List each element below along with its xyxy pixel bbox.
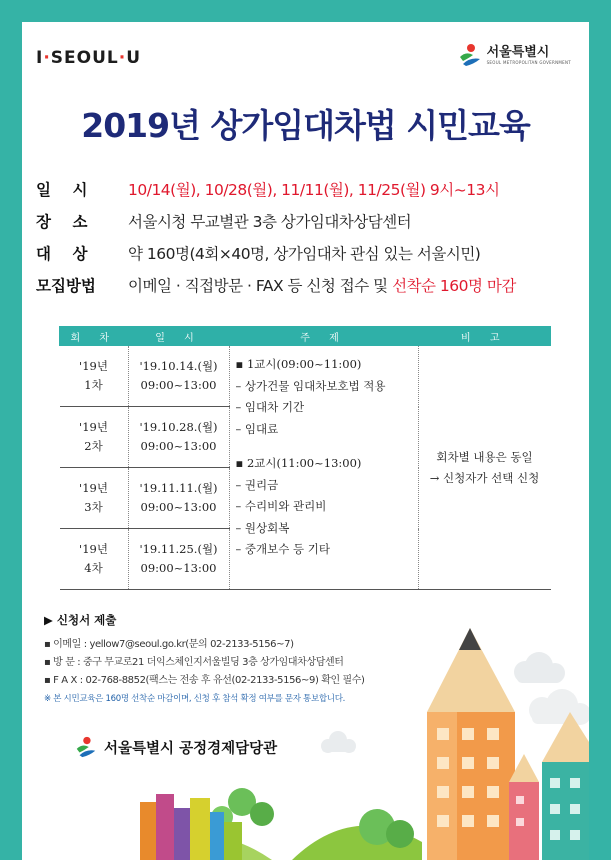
round-time: 09:00~13:00 xyxy=(140,439,217,453)
topic-cell xyxy=(229,346,418,590)
round-year: '19년 xyxy=(79,542,108,556)
target-label: 대 상 xyxy=(36,245,88,263)
application-email: ▪ 이메일 : yellow7@seoul.go.kr(문의 02-2133-5156~7) xyxy=(44,639,294,650)
hill-shape xyxy=(142,836,272,860)
place-value: 서울시청 무교별관 3층 상가임대차상담센터 xyxy=(128,213,412,231)
header-topic: 주 제 xyxy=(229,327,418,346)
round-year: '19년 xyxy=(79,420,108,434)
round-cell xyxy=(60,529,129,590)
recruit-method-text: 이메일 · 직접방문 · FAX 등 신청 접수 및 xyxy=(128,277,393,295)
seoul-logo-subtext: SEOUL METROPOLITAN GOVERNMENT xyxy=(486,59,571,65)
note-line: → 신청자가 선택 신청 xyxy=(429,470,540,485)
date-cell xyxy=(128,529,229,590)
page-title: 2019년 상가임대차법 시민교육 xyxy=(81,106,530,145)
session2-title: ▪ 2교시(11:00~13:00) xyxy=(235,456,362,470)
header-round: 회 차 xyxy=(60,327,129,346)
round-number: 4차 xyxy=(84,561,103,575)
application-heading: ▶ 신청서 제출 xyxy=(44,613,117,627)
session1-item: – 임대료 xyxy=(235,421,279,436)
seoul-emblem-icon xyxy=(457,42,483,68)
round-cell xyxy=(60,346,129,407)
session1-item: – 임대차 기간 xyxy=(235,400,305,414)
round-number: 1차 xyxy=(84,378,103,392)
session2-item: – 수리비와 관리비 xyxy=(235,499,327,513)
seoul-emblem-icon xyxy=(74,735,98,759)
round-year: '19년 xyxy=(79,481,108,495)
header-date: 일 시 xyxy=(128,327,229,346)
round-year: '19년 xyxy=(79,359,108,373)
pencil-building-icon xyxy=(542,712,589,860)
header-note: 비 고 xyxy=(418,327,551,346)
date-cell xyxy=(128,468,229,529)
recruit-highlight: 선착순 160명 마감 xyxy=(392,277,516,295)
session2-item: – 원상회복 xyxy=(235,520,290,535)
schedule-table xyxy=(59,326,551,590)
books-icon xyxy=(140,794,242,860)
recruit-value xyxy=(128,274,516,296)
session2-item: – 권리금 xyxy=(235,477,279,492)
session1-title: ▪ 1교시(09:00~11:00) xyxy=(235,357,362,371)
date-cell xyxy=(128,346,229,407)
application-section xyxy=(44,612,584,704)
hill-shape xyxy=(292,826,422,860)
seoul-city-logo xyxy=(457,42,571,68)
seoul-logo-text: 서울특별시 xyxy=(486,44,550,60)
round-time: 09:00~13:00 xyxy=(140,378,217,392)
round-date: '19.10.14.(월) xyxy=(139,359,218,373)
target-value: 약 160명(4회×40명, 상가임대차 관심 있는 서울시민) xyxy=(128,245,481,263)
application-fax: ▪ F A X : 02-768-8852(팩스는 전송 후 유선(02-2133-5156~9) 확인 필수) xyxy=(44,675,365,686)
date-cell xyxy=(128,407,229,468)
note-cell xyxy=(418,346,551,590)
round-date: '19.10.28.(월) xyxy=(139,420,218,434)
footer-org-logo xyxy=(74,735,277,759)
footer-org-text: 서울특별시 공정경제담당관 xyxy=(104,740,278,757)
tree-icon xyxy=(359,809,414,848)
cloud-icon xyxy=(321,731,356,753)
round-cell xyxy=(60,468,129,529)
round-date: '19.11.25.(월) xyxy=(139,542,218,556)
note-line: 회차별 내용은 동일 xyxy=(436,449,533,464)
table-header-row xyxy=(60,327,551,346)
pencil-building-icon xyxy=(509,754,539,860)
info-row-recruit xyxy=(36,269,581,301)
recruit-label: 모집방법 xyxy=(36,277,96,295)
date-value: 10/14(월), 10/28(월), 11/11(월), 11/25(월) 9시~13시 xyxy=(128,181,500,199)
info-row-place xyxy=(36,205,581,237)
session1-item: – 상가건물 임대차보호법 적용 xyxy=(235,378,386,393)
info-row-target xyxy=(36,237,581,269)
round-time: 09:00~13:00 xyxy=(140,561,217,575)
round-date: '19.11.11.(월) xyxy=(139,481,218,495)
place-label: 장 소 xyxy=(36,213,88,231)
info-block xyxy=(36,173,581,301)
application-visit: ▪ 방 문 : 중구 무교로21 더익스체인지서울빌딩 3층 상가임대차상담센터 xyxy=(44,657,344,668)
tree-icon xyxy=(211,788,274,828)
round-number: 3차 xyxy=(84,500,103,514)
session2-item: – 중개보수 등 기타 xyxy=(235,542,330,556)
round-number: 2차 xyxy=(84,439,103,453)
date-label: 일 시 xyxy=(36,181,88,199)
application-notice: ※ 본 시민교육은 160명 선착순 마감이며, 신청 후 참석 확정 여부를 문자 통보합니다. xyxy=(44,694,346,704)
round-time: 09:00~13:00 xyxy=(140,500,217,514)
info-row-date xyxy=(36,173,581,205)
round-cell xyxy=(60,407,129,468)
table-row xyxy=(60,346,551,407)
poster xyxy=(22,22,589,860)
iseoul-logo: I·SEOUL·U xyxy=(36,48,142,68)
